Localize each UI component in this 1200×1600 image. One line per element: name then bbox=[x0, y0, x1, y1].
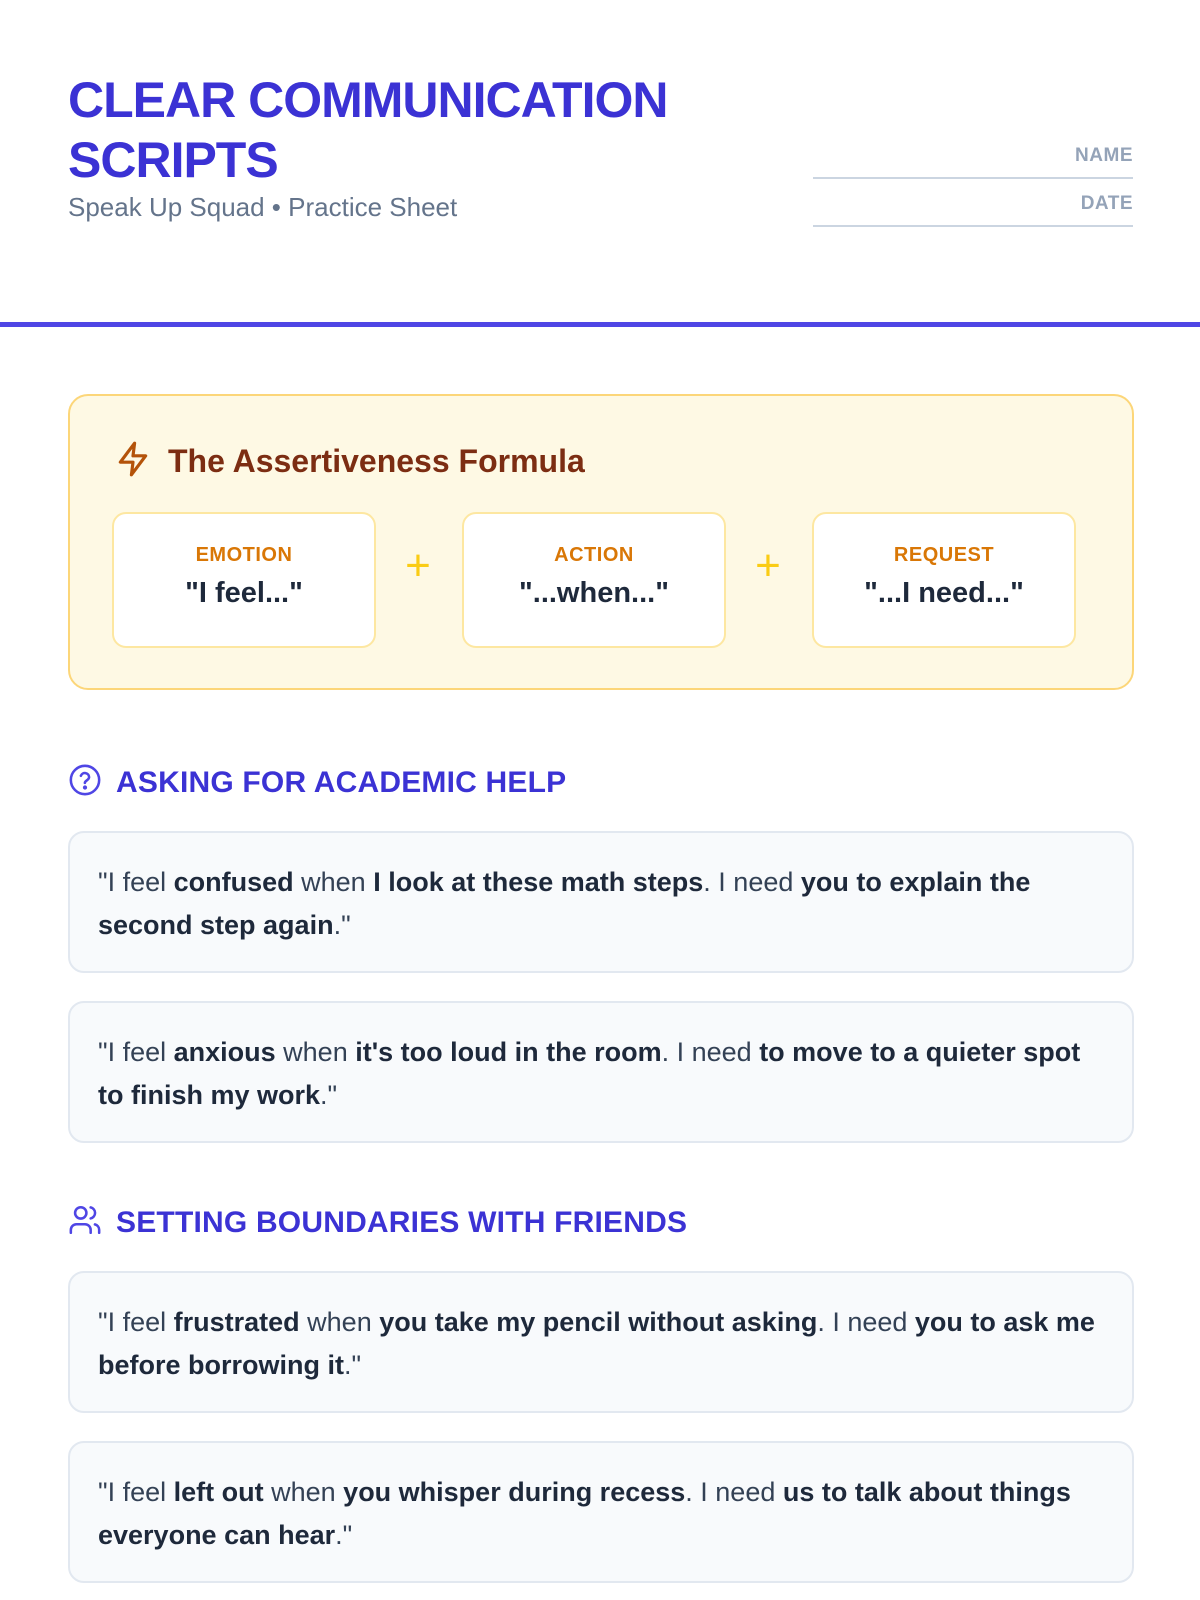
lightning-icon bbox=[114, 440, 152, 483]
formula-part-emotion bbox=[112, 512, 376, 648]
section-header-academic-help bbox=[68, 763, 566, 802]
formula-part-action bbox=[462, 512, 726, 648]
formula-part-label: ACTION bbox=[554, 544, 634, 566]
formula-part-request bbox=[812, 512, 1076, 648]
page-subtitle: Speak Up Squad • Practice Sheet bbox=[68, 192, 458, 222]
name-label: NAME bbox=[1075, 145, 1133, 166]
date-label: DATE bbox=[1080, 193, 1133, 214]
script-text: when bbox=[275, 1037, 356, 1067]
worksheet-header bbox=[0, 0, 1200, 327]
script-card bbox=[68, 1001, 1134, 1143]
formula-part-phrase: "...when..." bbox=[519, 577, 669, 609]
date-field[interactable] bbox=[813, 193, 1133, 227]
script-text: when bbox=[293, 867, 374, 897]
plus-connector: + bbox=[405, 541, 431, 590]
script-text: . I need bbox=[685, 1477, 783, 1507]
script-text: ." bbox=[320, 1080, 338, 1110]
script-card bbox=[68, 1441, 1134, 1583]
formula-part-label: REQUEST bbox=[893, 544, 995, 566]
section-header-boundaries bbox=[68, 1203, 687, 1242]
formula-part-label: EMOTION bbox=[195, 544, 293, 566]
name-field[interactable] bbox=[813, 145, 1133, 179]
script-emotion: left out bbox=[173, 1477, 264, 1507]
formula-title: The Assertiveness Formula bbox=[168, 443, 585, 479]
script-emotion: anxious bbox=[173, 1037, 276, 1067]
help-circle-icon bbox=[68, 763, 102, 802]
script-action: it's too loud in the room bbox=[355, 1037, 662, 1067]
script-emotion: frustrated bbox=[173, 1307, 300, 1337]
script-emotion: confused bbox=[173, 867, 294, 897]
script-request: you to ask me before borrowing it bbox=[98, 1307, 1095, 1380]
script-text: "I feel bbox=[98, 1307, 174, 1337]
script-request: you to explain the second step again bbox=[98, 867, 1031, 940]
script-text: . I need bbox=[817, 1307, 915, 1337]
formula-header bbox=[114, 440, 585, 483]
script-card bbox=[68, 1271, 1134, 1413]
plus-connector: + bbox=[755, 541, 781, 590]
section-title: SETTING BOUNDARIES WITH FRIENDS bbox=[116, 1205, 688, 1239]
page-title: CLEAR COMMUNICATION SCRIPTS bbox=[68, 72, 668, 188]
script-text: when bbox=[263, 1477, 344, 1507]
users-icon bbox=[68, 1203, 102, 1242]
script-card bbox=[68, 831, 1134, 973]
script-text: ." bbox=[335, 1520, 353, 1550]
script-text: when bbox=[299, 1307, 380, 1337]
section-title: ASKING FOR ACADEMIC HELP bbox=[116, 765, 567, 799]
script-request: us to talk about things everyone can hear bbox=[98, 1477, 1071, 1550]
script-action: I look at these math steps bbox=[373, 867, 704, 897]
script-text: "I feel bbox=[98, 1037, 174, 1067]
script-text: ." bbox=[344, 1350, 362, 1380]
script-text: . I need bbox=[703, 867, 801, 897]
script-text: . I need bbox=[661, 1037, 760, 1067]
assertiveness-formula-card bbox=[68, 394, 1134, 690]
script-text: ." bbox=[333, 910, 351, 940]
script-action: you whisper during recess bbox=[343, 1477, 686, 1507]
script-request: to move to a quieter spot to finish my work bbox=[98, 1037, 1081, 1110]
formula-part-phrase: "...I need..." bbox=[864, 577, 1024, 609]
formula-part-phrase: "I feel..." bbox=[185, 577, 303, 609]
script-text: "I feel bbox=[98, 867, 174, 897]
script-text: "I feel bbox=[98, 1477, 174, 1507]
script-action: you take my pencil without asking bbox=[379, 1307, 818, 1337]
